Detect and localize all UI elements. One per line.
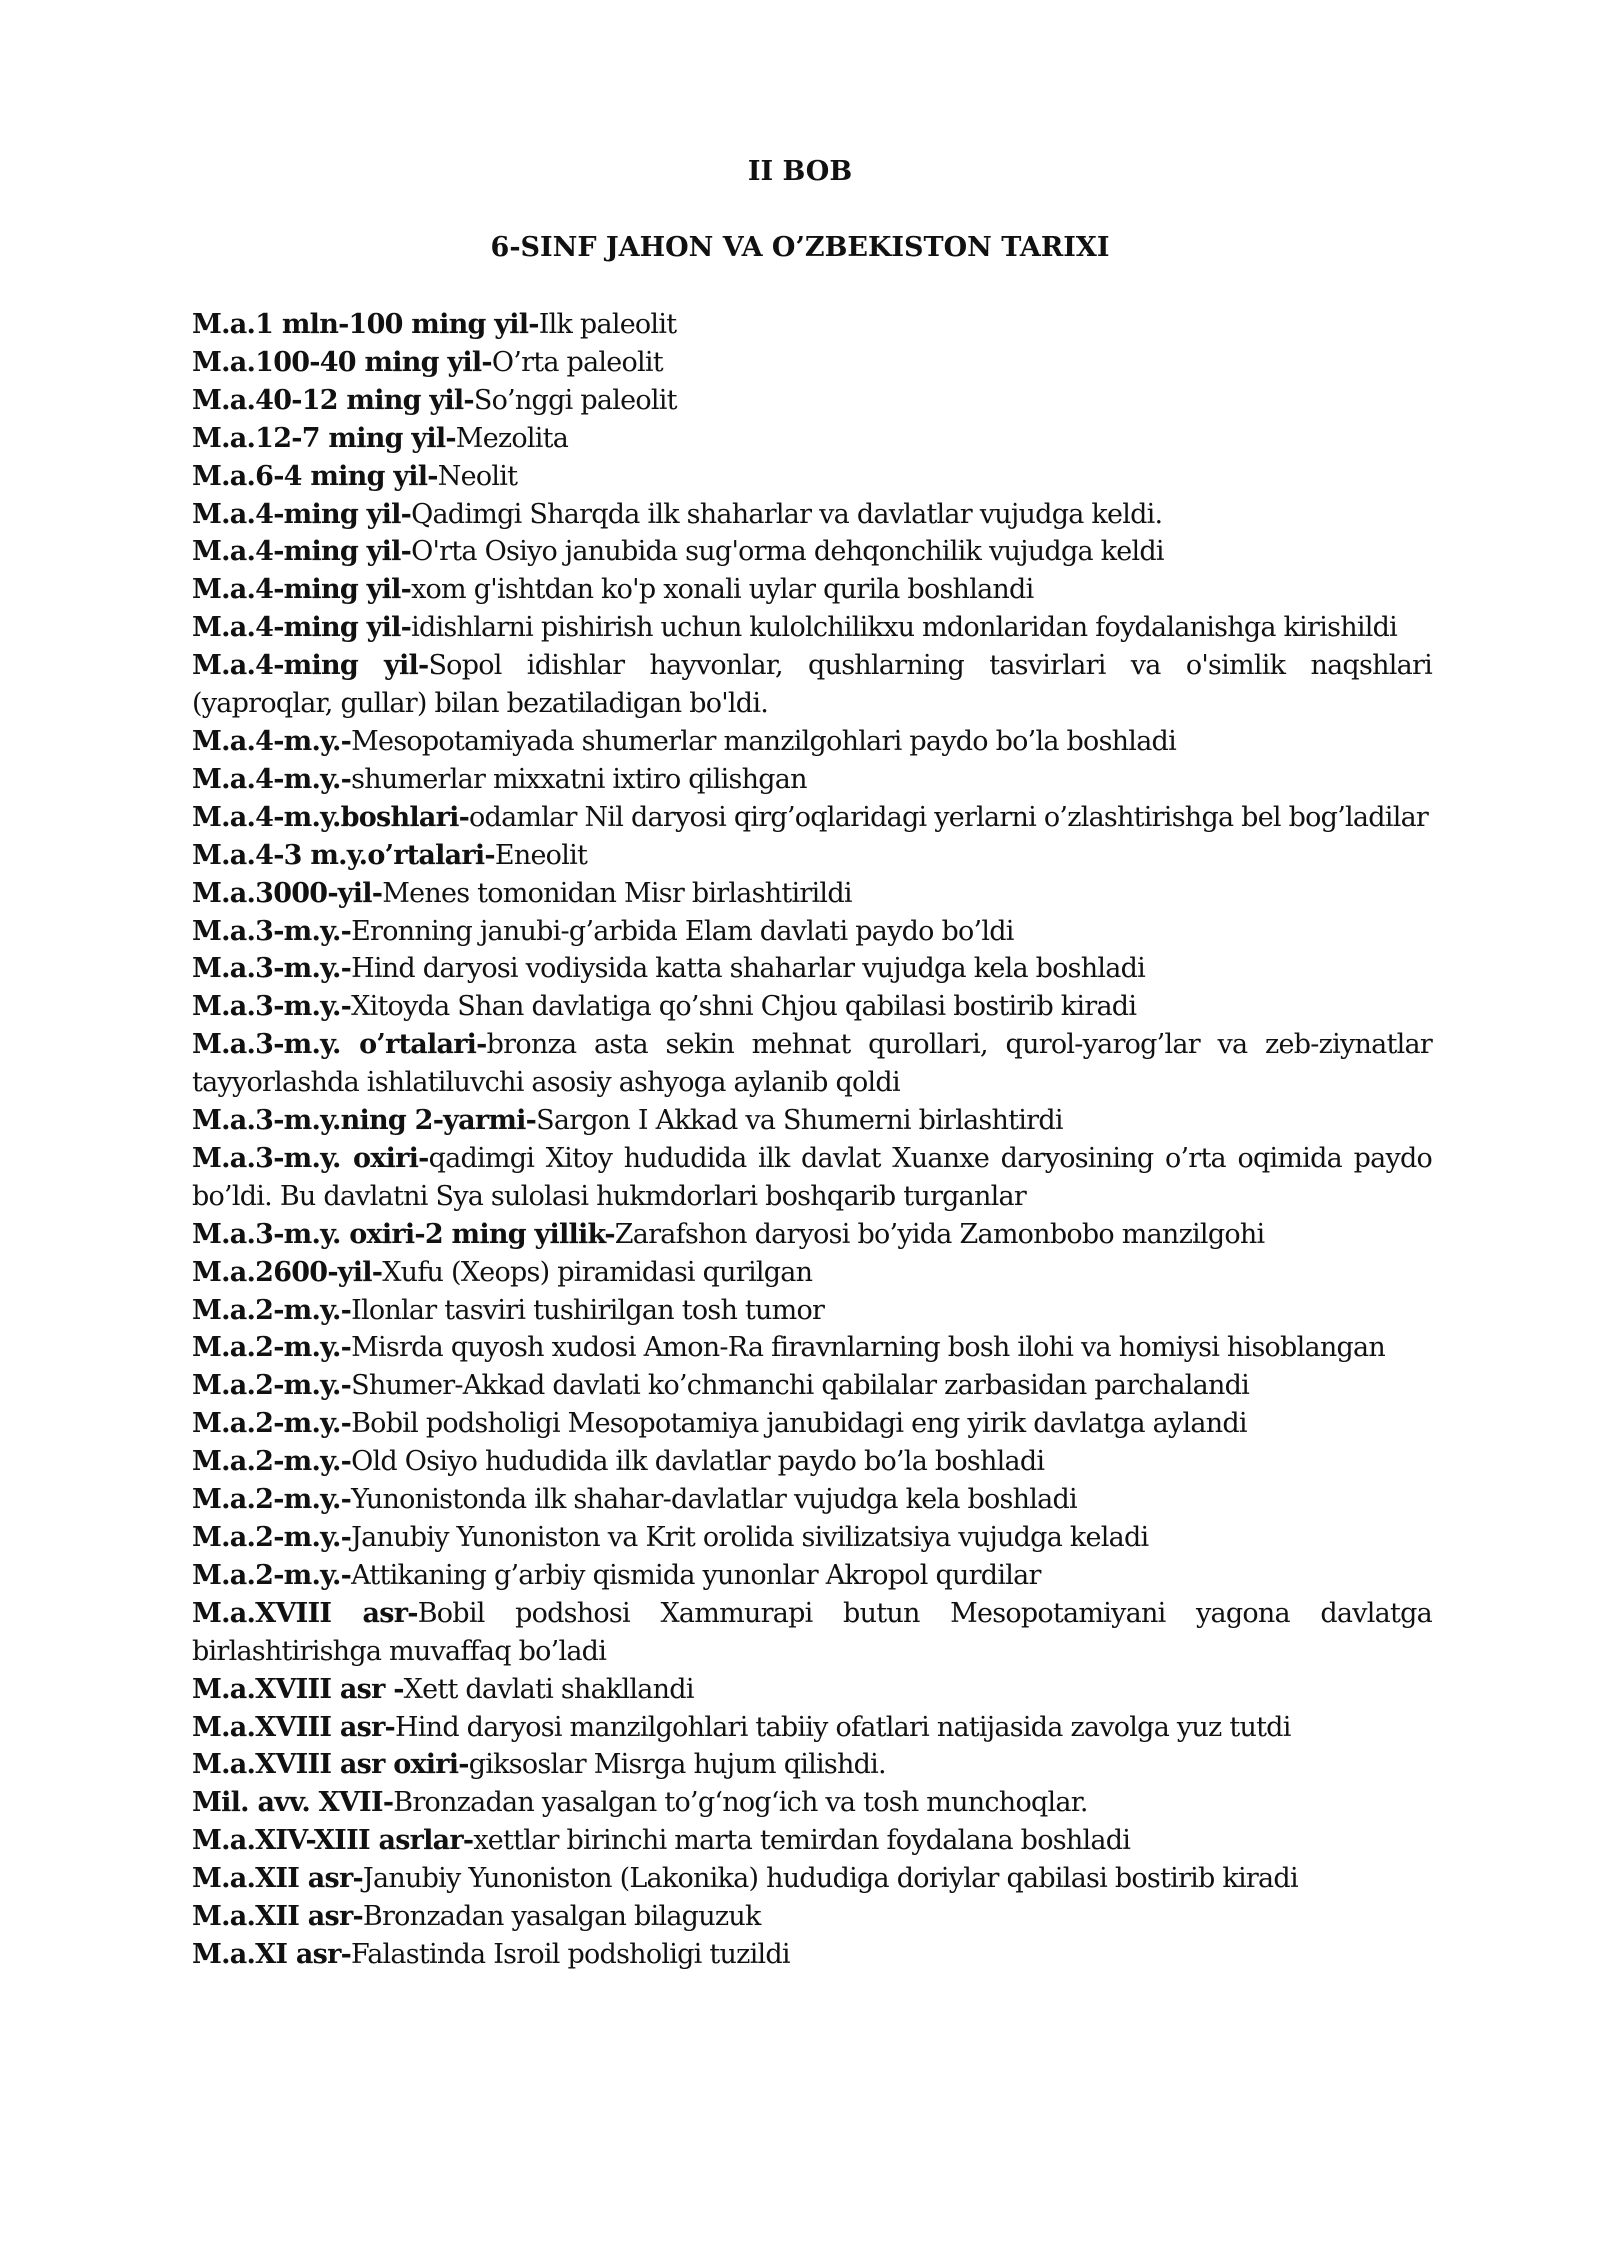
entry-date: M.a.XVIII asr oxiri- — [192, 1749, 469, 1781]
entry-text: Hind daryosi vodiysida katta shaharlar vujudga kela boshladi — [351, 953, 1146, 985]
entry-text: Mesopotamiyada shumerlar manzilgohlari paydo bo’la boshladi — [351, 725, 1176, 757]
entry-text: idishlarni pishirish uchun kulolchilikxu mdonlaridan foydalanishga kirishildi — [411, 612, 1398, 644]
timeline-entry — [192, 988, 1432, 1026]
entry-text: Xufu (Xeops) piramidasi qurilgan — [382, 1256, 813, 1288]
timeline-entry — [192, 1519, 1432, 1557]
entry-date: M.a.XI asr- — [192, 1938, 352, 1970]
entry-text: Bronzadan yasalgan bilaguzuk — [362, 1901, 761, 1933]
entry-date: M.a.4-ming yil- — [192, 498, 412, 530]
timeline-entry — [192, 1329, 1432, 1367]
timeline-entry — [192, 1216, 1432, 1254]
timeline-entry — [192, 1671, 1432, 1709]
timeline-entry — [192, 1860, 1432, 1898]
chapter-heading: II BOB — [747, 156, 853, 187]
entry-date: M.a.3-m.y. o’rtalari- — [192, 1029, 487, 1061]
entry-date: M.a.3-m.y. oxiri- — [192, 1142, 429, 1174]
entry-text: qadimgi Xitoy hududida ilk davlat Xuanxe daryosining o’rta oqimida paydo bo’ldi. Bu davlatni Sya sulolasi hukmdorlari boshqarib turganlar — [192, 1142, 1432, 1212]
entry-text: bronza asta sekin mehnat qurollari, qurol-yarog’lar va zeb-ziynatlar tayyorlashda ishlatiluvchi asosiy ashyoga aylanib qoldi — [192, 1029, 1432, 1099]
entry-date: M.a.3000-yil- — [192, 877, 383, 909]
entry-text: Janubiy Yunoniston va Krit orolida sivilizatsiya vujudga keladi — [351, 1522, 1149, 1553]
timeline-entry — [192, 533, 1432, 571]
entry-text: Falastinda Isroil podsholigi tuzildi — [351, 1938, 790, 1970]
timeline-entry — [192, 1254, 1432, 1292]
entry-date: M.a.XIV-XIII asrlar- — [192, 1825, 474, 1857]
entry-text: Janubiy Yunoniston (Lakonika) hududiga doriylar qabilasi bostirib kiradi — [362, 1863, 1298, 1895]
entry-text: O’rta paleolit — [491, 346, 663, 378]
entry-text: Sargon I Akkad va Shumerni birlashtirdi — [536, 1105, 1063, 1137]
timeline-entry — [192, 1481, 1432, 1519]
entry-text: Sopol idishlar hayvonlar, qushlarning tasvirlari va o'simlik naqshlari (yaproqlar, gullar) bilan bezatiladigan bo'ldi. — [192, 650, 1432, 720]
entry-date: M.a.4-m.y.boshlari- — [192, 801, 470, 833]
entry-text: Xitoyda Shan davlatiga qo’shni Chjou qabilasi bostirib kiradi — [351, 991, 1137, 1023]
timeline-entry — [192, 761, 1432, 799]
timeline-entry — [192, 1443, 1432, 1481]
timeline-entry — [192, 1595, 1432, 1671]
entry-text: odamlar Nil daryosi qirg’oqlaridagi yerlarni o’zlashtirishga bel bog’ladilar — [469, 801, 1429, 833]
timeline-entry — [192, 382, 1432, 420]
entry-text: giksoslar Misrga hujum qilishdi. — [468, 1749, 886, 1781]
timeline-entry — [192, 1822, 1432, 1860]
entry-date: M.a.2-m.y.- — [192, 1484, 352, 1516]
timeline-entry — [192, 1102, 1432, 1140]
entry-text: Xett davlati shakllandi — [403, 1673, 694, 1705]
timeline-entry — [192, 647, 1432, 723]
entry-text: Qadimgi Sharqda ilk shaharlar va davlatlar vujudga keldi. — [411, 498, 1163, 530]
timeline-entry — [192, 1557, 1432, 1595]
entry-text: O'rta Osiyo janubida sug'orma dehqonchilik vujudga keldi — [411, 536, 1164, 568]
entry-text: Menes tomonidan Misr birlashtirildi — [382, 877, 852, 909]
timeline-entry — [192, 458, 1432, 496]
entry-date: M.a.6-4 ming yil- — [192, 460, 438, 492]
entry-text: Ilonlar tasviri tushirilgan tosh tumor — [351, 1294, 825, 1326]
section-title: 6-SINF JAHON VA O’ZBEKISTON TARIXI — [490, 232, 1110, 263]
entry-date: M.a.2-m.y.- — [192, 1370, 352, 1402]
entry-date: M.a.40-12 ming yil- — [192, 384, 474, 416]
timeline-entry — [192, 1140, 1432, 1216]
entry-date: M.a.1 mln-100 ming yil- — [192, 309, 539, 340]
entry-text: Eronning janubi-g’arbida Elam davlati paydo bo’ldi — [351, 915, 1014, 947]
timeline-entry — [192, 344, 1432, 382]
entry-text: So’nggi paleolit — [473, 384, 677, 416]
entry-date: M.a.2-m.y.- — [192, 1408, 352, 1440]
entry-date: M.a.XVIII asr- — [192, 1597, 418, 1629]
entry-date: M.a.3-m.y.- — [192, 953, 352, 985]
entry-date: M.a.4-ming yil- — [192, 650, 429, 682]
timeline-entry — [192, 913, 1432, 951]
entry-date: M.a.2-m.y.- — [192, 1332, 352, 1364]
entry-text: Ilk paleolit — [538, 309, 677, 340]
entry-date: M.a.3-m.y.- — [192, 915, 352, 947]
entry-text: Yunonistonda ilk shahar-davlatlar vujudga kela boshladi — [351, 1484, 1077, 1516]
timeline-entry — [192, 1898, 1432, 1936]
timeline-entry — [192, 1936, 1432, 1974]
timeline-entry — [192, 1367, 1432, 1405]
entry-date: M.a.4-3 m.y.o’rtalari- — [192, 839, 495, 871]
entry-date: M.a.3-m.y.- — [192, 991, 352, 1023]
entry-date: M.a.XVIII asr- — [192, 1711, 395, 1743]
entry-text: Bobil podsholigi Mesopotamiya janubidagi eng yirik davlatga aylandi — [351, 1408, 1247, 1440]
entry-text: Mezolita — [455, 422, 569, 454]
entry-date: M.a.4-ming yil- — [192, 612, 412, 644]
entry-text: Eneolit — [494, 839, 588, 871]
entry-date: M.a.XII asr- — [192, 1901, 363, 1933]
entry-date: Mil. avv. XVII- — [192, 1787, 394, 1819]
entry-text: xom g'ishtdan ko'p xonali uylar qurila boshlandi — [411, 574, 1034, 606]
entry-date: M.a.3-m.y.ning 2-yarmi- — [192, 1105, 537, 1137]
entry-date: M.a.2600-yil- — [192, 1256, 383, 1288]
timeline-entry — [192, 1784, 1432, 1822]
timeline-entry — [192, 306, 1432, 344]
entry-text: xettlar birinchi marta temirdan foydalana boshladi — [473, 1825, 1131, 1857]
entry-date: M.a.3-m.y. oxiri-2 ming yillik- — [192, 1218, 615, 1250]
entry-text: Old Osiyo hududida ilk davlatlar paydo bo’la boshladi — [351, 1446, 1045, 1478]
entry-date: M.a.100-40 ming yil- — [192, 346, 492, 378]
entry-text: Zarafshon daryosi bo’yida Zamonbobo manzilgohi — [614, 1218, 1265, 1250]
timeline-entry — [192, 1746, 1432, 1784]
entry-text: Shumer-Akkad davlati ko’chmanchi qabilalar zarbasidan parchalandi — [351, 1370, 1250, 1402]
timeline-list — [192, 306, 1432, 1974]
timeline-entry — [192, 1292, 1432, 1330]
entry-text: Neolit — [437, 460, 518, 492]
entry-date: M.a.4-ming yil- — [192, 574, 412, 606]
entry-text: Hind daryosi manzilgohlari tabiiy ofatlari natijasida zavolga yuz tutdi — [395, 1711, 1291, 1743]
timeline-entry — [192, 799, 1432, 837]
entry-date: M.a.2-m.y.- — [192, 1294, 352, 1326]
entry-text: Bronzadan yasalgan to’g‘nog‘ich va tosh munchoqlar. — [393, 1787, 1088, 1819]
timeline-entry — [192, 723, 1432, 761]
entry-date: M.a.4-m.y.- — [192, 725, 352, 757]
entry-text: Misrda quyosh xudosi Amon-Ra firavnlarning bosh ilohi va homiysi hisoblangan — [351, 1332, 1385, 1364]
entry-date: M.a.XVIII asr - — [192, 1673, 404, 1705]
timeline-entry — [192, 1026, 1432, 1102]
timeline-entry — [192, 875, 1432, 913]
timeline-entry — [192, 496, 1432, 534]
entry-text: Bobil podshosi Xammurapi butun Mesopotamiyani yagona davlatga birlashtirishga muvaffaq bo’ladi — [192, 1597, 1432, 1667]
timeline-entry — [192, 1405, 1432, 1443]
timeline-entry — [192, 950, 1432, 988]
timeline-entry — [192, 1709, 1432, 1747]
timeline-entry — [192, 609, 1432, 647]
entry-date: M.a.2-m.y.- — [192, 1522, 352, 1553]
entry-date: M.a.4-m.y.- — [192, 763, 352, 795]
entry-text: Attikaning g’arbiy qismida yunonlar Akropol qurdilar — [351, 1559, 1041, 1591]
entry-date: M.a.2-m.y.- — [192, 1559, 352, 1591]
entry-text: shumerlar mixxatni ixtiro qilishgan — [351, 763, 807, 795]
entry-date: M.a.XII asr- — [192, 1863, 363, 1895]
timeline-entry — [192, 571, 1432, 609]
entry-date: M.a.12-7 ming yil- — [192, 422, 456, 454]
timeline-entry — [192, 420, 1432, 458]
entry-date: M.a.2-m.y.- — [192, 1446, 352, 1478]
entry-date: M.a.4-ming yil- — [192, 536, 412, 568]
timeline-entry — [192, 837, 1432, 875]
